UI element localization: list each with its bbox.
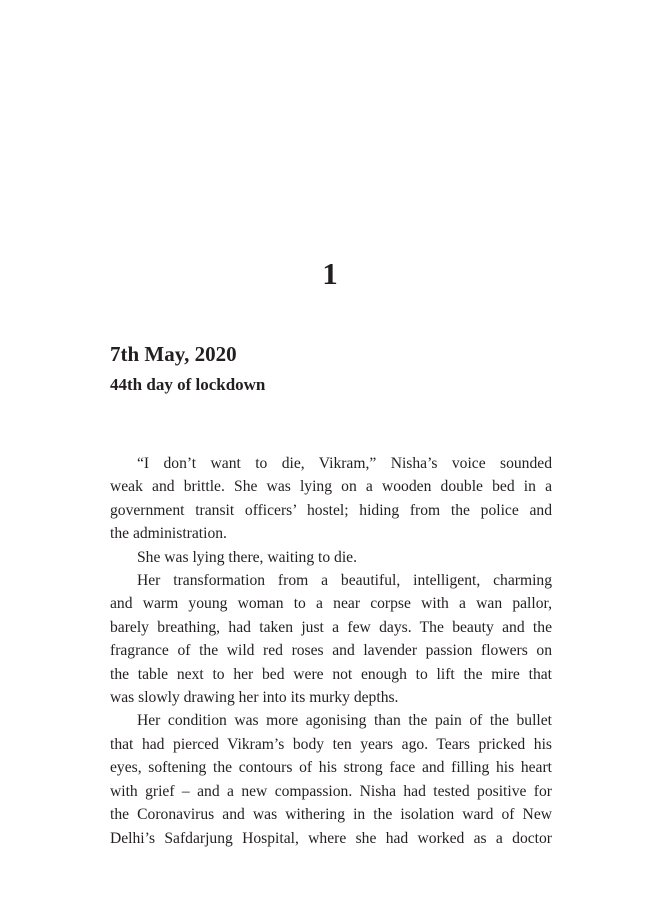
- body-line: government transit officers’ hostel; hiding from the police and: [110, 501, 552, 519]
- body-line: with grief – and a new compassion. Nisha had tested positive for: [110, 782, 552, 800]
- body-line: Her condition was more agonising than the pain of the bullet: [137, 712, 552, 730]
- body-line: the Coronavirus and was withering in the isolation ward of New: [110, 806, 552, 824]
- chapter-date-heading: 7th May, 2020: [110, 342, 237, 366]
- body-line: Her transformation from a beautiful, intelligent, charming: [137, 572, 552, 590]
- body-line: the administration.: [110, 525, 227, 543]
- body-line: Delhi’s Safdarjung Hospital, where she had worked as a doctor: [110, 829, 552, 847]
- chapter-number: 1: [322, 256, 338, 291]
- body-line: barely breathing, had taken just a few days. The beauty and the: [110, 618, 552, 636]
- body-line: “I don’t want to die, Vikram,” Nisha’s voice sounded: [137, 455, 552, 472]
- body-line: She was lying there, waiting to die.: [137, 548, 358, 566]
- body-line: the table next to her bed were not enough to lift the mire that: [110, 665, 552, 683]
- body-line: weak and brittle. She was lying on a wooden double bed in a: [110, 478, 552, 496]
- body-line: fragrance of the wild red roses and lavender passion flowers on: [110, 642, 552, 660]
- body-line: that had pierced Vikram’s body ten years ago. Tears pricked his: [110, 735, 552, 753]
- chapter-body-text: [110, 452, 552, 850]
- body-line: and warm young woman to a near corpse with a wan pallor,: [110, 595, 552, 613]
- body-line: eyes, softening the contours of his strong face and filling his heart: [110, 759, 552, 777]
- body-line: was slowly drawing her into its murky depths.: [110, 689, 399, 707]
- chapter-subheading: 44th day of lockdown: [110, 375, 266, 394]
